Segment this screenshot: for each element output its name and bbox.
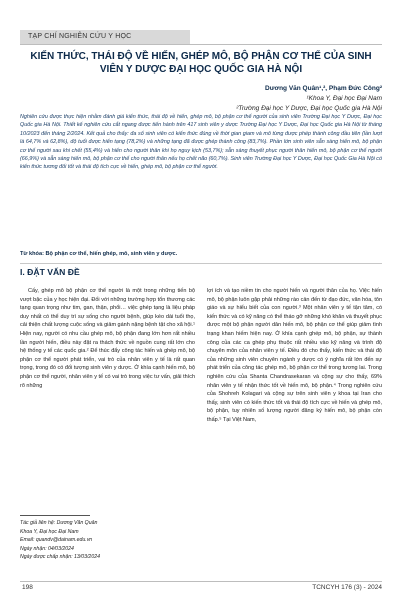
section-heading: I. ĐẶT VẤN ĐỀ <box>20 267 80 277</box>
footnote-affiliation: Khoa Y, Đại học Đại Nam <box>20 528 79 535</box>
keywords: Từ khóa: Bộ phận cơ thể, hiến ghép, mô, sinh viên y dược. <box>20 251 178 257</box>
author-block <box>236 84 382 114</box>
affiliation-1: ¹Khoa Y, Đại học Đại Nam <box>306 95 382 102</box>
footnote-author: Tác giả liên hệ: Dương Văn Quân <box>20 520 98 526</box>
journal-header-tab: TẠP CHÍ NGHIÊN CỨU Y HỌC <box>20 30 190 44</box>
footnote-accepted: Ngày được chấp nhận: 13/03/2024 <box>20 554 100 561</box>
footnote-received: Ngày nhận: 04/03/2024 <box>20 545 74 552</box>
body-paragraph-right: lợi ích và tạo niềm tin cho người hiến và người thân của họ. Việc hiến mô, bộ phận luôn gặp phải những rào cản đến từ đạo đức, văn hóa, tôn giáo và sự hiểu biết của con người.³ Một nhân viên y tế tận tâm, có kiến thức và có kỹ năng có thể tháo gỡ những khó khăn và thuyết phục được một bộ phận người dân hiến mô, bộ phận cơ thể giúp giảm tình trạng khan hiếm hiện nay. Ở khía cạnh ghép mô, bộ phận, sự thành công của các ca ghép phụ thuộc rất nhiều vào kỹ năng và trình độ chuyên môn của nhân viên y tế. Điều đó cho thấy, kiến thức và thái độ của những sinh viên chuyên ngành y dược có ý nghĩa rất lớn đến sự phát triển của công tác ghép mô, bộ phận cơ thể trong tương lai. Trong nghiên cứu của Shanta Chandrasekaran và cộng sự cho thấy, 69% nhân viên y tế nhận thức tốt về hiến mô, bộ phận.⁴ Trong nghiên cứu của Shohreh Kolagari và cộng sự trên sinh viên y khoa tại Iran cho thấy, sinh viên có kiến thức tốt và thái độ tích cực về hiến và ghép mô, bộ phận, tuy nhiên số lượng người đăng ký hiến mô, bộ phận còn thấp.⁵ Tại Việt Nam, <box>207 288 382 423</box>
abstract: Nghiên cứu được thực hiện nhằm đánh giá kiến thức, thái độ về hiến, ghép mô, bộ phận cơ thể người của sinh viên Trường Đại học Y Dược, Đại học Quốc gia Hà Nội. Thiết kế nghiên cứu cắt ngang được tiến hành trên 417 sinh viên y dược Trường Đại học Y Dược, Đại học Quốc gia Hà Nội từ tháng 10/2023 đến tháng 2/2024. Kết quả cho thấy: đa số sinh viên có kiến thức đúng về thời gian giam và mô từng được phép thành công đầu tiên (lần lượt là 64,7% và 62,8%), độ tuổi được hiến tạng (78,2%) và những tạng đã được ghép thành công (83,7%). Phần lớn sinh viên sẵn sàng hiến mô, bộ phận cơ thể người sau khi chết (55,4%) và hiến cho người thân khi họ nguy kịch (53,7%); sẵn sàng thuyết phục người thân hiến mô, bộ phận cơ thể người (66,9%) và sẵn sàng hiến mô, bộ phận cơ thể cho người thân nếu họ chết não (60,7%). Sinh viên Trường Đại học Y Dược, Đại học Quốc Gia Hà Nội có kiến thức tương đối tốt và thái độ tích cực về hiến, ghép mô, bộ phận cơ thể người. <box>20 114 382 171</box>
footnote-email[interactable]: Email: quandv@dainam.edu.vn <box>20 537 93 544</box>
body-column-left <box>20 287 195 390</box>
author-names: Dương Văn Quân¹,², Phạm Đức Công² <box>265 85 382 92</box>
page-top-margin <box>0 0 400 30</box>
journal-reference: TCNCYH 176 (3) - 2024 <box>312 584 382 591</box>
body-paragraph-left: Cấy, ghép mô bộ phận cơ thể người là một trong những tiến bộ vượt bậc của y học hiện đại. Đối với những trường hợp tổn thương các tạng quan trọng như tim, gan, thận, phổi… việc ghép tạng là liệu pháp duy nhất có thể duy trì sự sống cho người bệnh, giúp kéo dài tuổi thọ, cải thiện chất lượng cuộc sống và giảm gánh nặng bệnh tật cho xã hội.¹ Hiện nay, người có nhu cầu ghép mô, bộ phận đang lớn hơn rất nhiều lần người hiến, điều này đặt ra thách thức về nguồn cung rất lớn cho hệ thống y tế các quốc gia.² Để thúc đẩy công tác hiến và ghép mô, bộ phận cơ thể người phát triển, vai trò của nhân viên y tế là rất quan trọng, trong đó có đối tượng sinh viên y dược. Ở khía cạnh hiến mô, bộ phận cơ thể người, nhân viên y tế có vai trò trong việc tư vấn, giải thích rõ những <box>20 288 195 389</box>
header-rule <box>20 44 382 45</box>
body-column-right <box>207 287 382 425</box>
footer-rule <box>20 581 382 582</box>
section-rule <box>20 263 382 264</box>
footnote-rule <box>20 515 90 516</box>
corresponding-author-footnote <box>20 519 195 562</box>
article-title: KIẾN THỨC, THÁI ĐỘ VỀ HIẾN, GHÉP MÔ, BỘ PHẬN CƠ THỂ CỦA SINH VIÊN Y DƯỢC ĐẠI HỌC QUỐC GIA HÀ NỘI <box>30 51 372 75</box>
page-number: 198 <box>22 584 33 591</box>
affiliation-2: ²Trường Đại học Y Dược, Đại học Quốc gia Hà Nội <box>236 105 382 112</box>
